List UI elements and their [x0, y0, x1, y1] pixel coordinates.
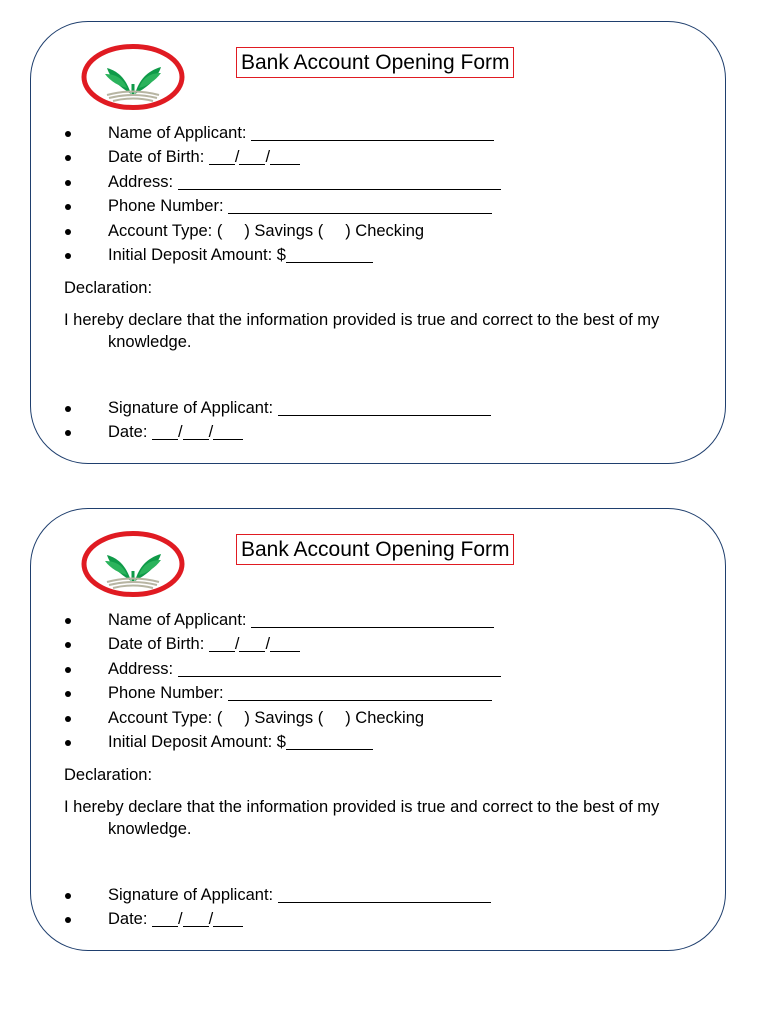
name-label: Name of Applicant: [108, 611, 247, 629]
dob-day-field[interactable] [239, 147, 265, 165]
form-title: Bank Account Opening Form [236, 47, 514, 78]
phone-field[interactable] [228, 683, 492, 701]
date-label: Date: [108, 910, 148, 929]
dob-month-field[interactable] [209, 634, 235, 652]
name-field[interactable] [251, 610, 494, 628]
date-month-field[interactable] [152, 422, 178, 440]
address-field[interactable] [178, 172, 501, 190]
bank-leaf-logo-icon [81, 44, 185, 110]
dob-day-field[interactable] [239, 634, 265, 652]
address-label: Address: [108, 172, 174, 191]
savings-label: ) Savings ( [244, 221, 324, 240]
date-year-field[interactable] [213, 422, 243, 440]
signature-field[interactable] [278, 398, 491, 416]
name-field[interactable] [251, 123, 494, 141]
phone-label: Phone Number: [108, 684, 224, 703]
declaration-line-1: I hereby declare that the information provided is true and correct to the best of my [64, 311, 660, 329]
date-separator: / [234, 635, 240, 654]
declaration-text [64, 796, 714, 840]
deposit-label: Initial Deposit Amount: $ [108, 732, 286, 751]
declaration-label: Declaration: [64, 766, 153, 784]
address-field[interactable] [178, 659, 501, 677]
date-separator: / [234, 148, 240, 167]
date-day-field[interactable] [183, 909, 209, 927]
date-label: Date: [108, 423, 148, 442]
address-label: Address: [108, 659, 174, 678]
signature-label: Signature of Applicant: [108, 399, 274, 417]
deposit-label: Initial Deposit Amount: $ [108, 245, 286, 264]
form-card-1 [30, 21, 726, 464]
signature-label: Signature of Applicant: [108, 886, 274, 904]
declaration-text [64, 309, 714, 353]
signature-field[interactable] [278, 885, 491, 903]
dob-year-field[interactable] [270, 147, 300, 165]
form-card-2 [30, 508, 726, 951]
date-separator: / [208, 910, 214, 929]
form-title: Bank Account Opening Form [236, 534, 514, 565]
deposit-amount-field[interactable] [286, 732, 373, 750]
phone-label: Phone Number: [108, 197, 224, 216]
bank-leaf-logo-icon [81, 531, 185, 597]
declaration-line-2: knowledge. [108, 820, 192, 838]
declaration-line-2: knowledge. [108, 333, 192, 351]
deposit-amount-field[interactable] [286, 245, 373, 263]
date-separator: / [178, 910, 183, 929]
savings-label: ) Savings ( [244, 708, 324, 727]
date-separator: / [178, 423, 183, 442]
dob-month-field[interactable] [209, 147, 235, 165]
date-separator: / [265, 635, 271, 654]
name-label: Name of Applicant: [108, 124, 247, 142]
declaration-label: Declaration: [64, 279, 153, 297]
dob-label: Date of Birth: [108, 148, 205, 167]
account-type-label: Account Type: ( [108, 221, 223, 240]
date-separator: / [265, 148, 271, 167]
date-day-field[interactable] [183, 422, 209, 440]
checking-label: ) Checking [345, 221, 425, 240]
dob-label: Date of Birth: [108, 635, 205, 654]
phone-field[interactable] [228, 196, 492, 214]
declaration-line-1: I hereby declare that the information provided is true and correct to the best of my [64, 798, 660, 816]
account-type-label: Account Type: ( [108, 708, 223, 727]
date-separator: / [208, 423, 214, 442]
date-month-field[interactable] [152, 909, 178, 927]
checking-label: ) Checking [345, 708, 425, 727]
dob-year-field[interactable] [270, 634, 300, 652]
date-year-field[interactable] [213, 909, 243, 927]
